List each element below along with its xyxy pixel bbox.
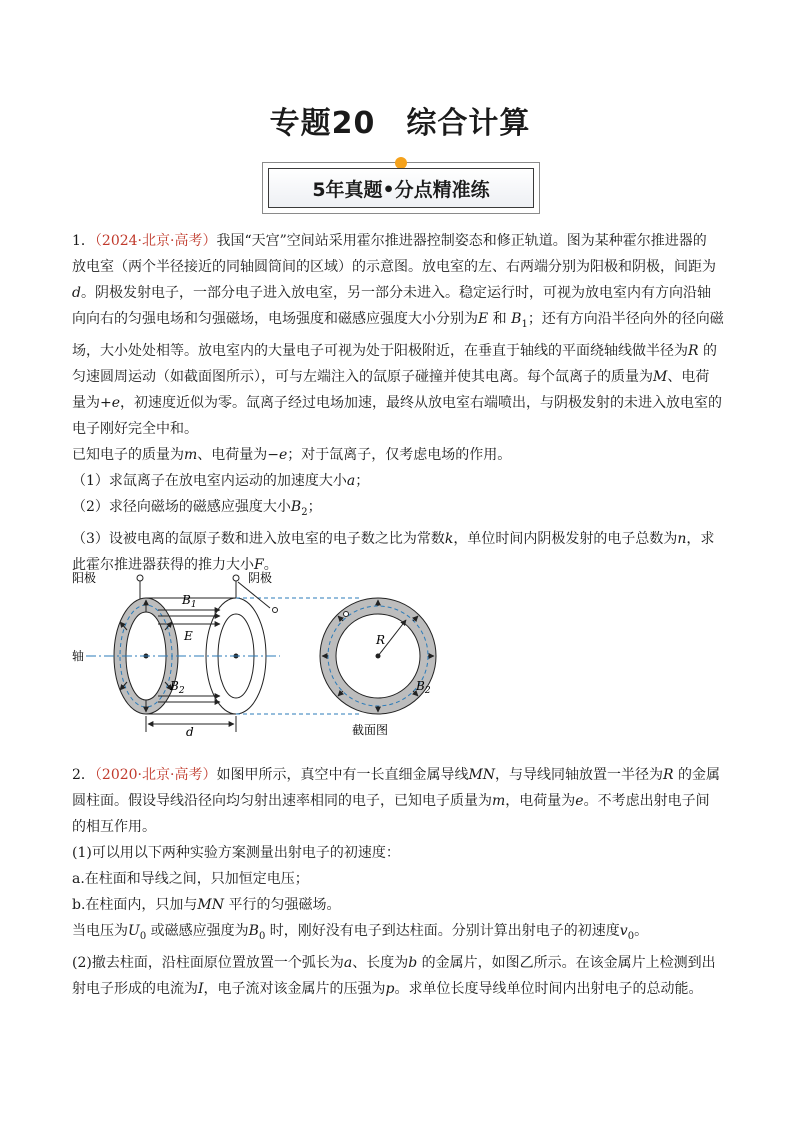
var-B1-sub: 1 bbox=[521, 318, 528, 330]
var-minus-e: −e bbox=[267, 446, 288, 463]
var-v0-sub: 0 bbox=[627, 930, 635, 942]
q1-text: ； bbox=[355, 472, 370, 489]
q1-line-1 bbox=[72, 228, 732, 254]
q1-text: ，求 bbox=[686, 530, 715, 547]
q1-sub-3 bbox=[72, 526, 732, 552]
q1-text: ；对于氙离子，仅考虑电场的作用。 bbox=[287, 446, 512, 463]
var-B2: B bbox=[290, 498, 302, 515]
question-number: 1． bbox=[72, 233, 95, 249]
var-B0-sub: 0 bbox=[258, 930, 266, 942]
q2-line-3 bbox=[72, 814, 732, 840]
q1-text: 、电荷 bbox=[667, 368, 710, 385]
q1-sub-1 bbox=[72, 468, 732, 494]
var-plus-e: +e bbox=[100, 394, 121, 411]
q2-text: 、长度为 bbox=[352, 954, 409, 971]
q1-line-5 bbox=[72, 338, 732, 364]
q2-text: ，电荷量为 bbox=[505, 793, 576, 809]
cathode-terminal-icon bbox=[233, 575, 239, 581]
q2-text: (1)可以用以下两种实验方案测量出射电子的初速度： bbox=[72, 845, 400, 861]
axis-label: 轴 bbox=[72, 649, 85, 663]
q1-text: 已知电子的质量为 bbox=[72, 446, 184, 463]
var-R: R bbox=[688, 342, 699, 359]
q2-text: 的相互作用。 bbox=[72, 819, 156, 835]
var-B0: B bbox=[248, 923, 259, 939]
e-label: E bbox=[184, 629, 193, 643]
var-n: n bbox=[677, 530, 687, 547]
hall-thruster-diagram bbox=[70, 568, 450, 740]
section-badge-label: 5年真题•分点精准练 bbox=[268, 168, 534, 208]
q1-text: 我国“天宫”空间站采用霍尔推进器控制姿态和修正轨道。图为某种霍尔推进器的 bbox=[216, 233, 707, 249]
b2-label: $B_2$ bbox=[170, 679, 185, 696]
q2-text: 平行的匀强磁场。 bbox=[224, 897, 341, 913]
q1-line-3 bbox=[72, 280, 732, 306]
question-2 bbox=[72, 762, 732, 1002]
var-U0: U bbox=[128, 923, 140, 939]
q2-condition bbox=[72, 918, 732, 950]
q1-text: 向向右的匀强电场和匀强磁场，电场强度和磁感应强度大小分别为 bbox=[72, 311, 478, 327]
q2-text: b.在柱面内，只加与 bbox=[72, 897, 198, 913]
var-U0-sub: 0 bbox=[139, 930, 147, 942]
q2-text: a.在柱面和导线之间，只加恒定电压； bbox=[72, 871, 309, 887]
electron-icon bbox=[273, 608, 278, 613]
q1-line-6 bbox=[72, 364, 732, 390]
q2-text: 射电子形成的电流为 bbox=[72, 980, 198, 997]
var-k: k bbox=[444, 530, 454, 547]
q1-text: 电子刚好完全中和。 bbox=[72, 420, 198, 437]
var-e: e bbox=[575, 793, 584, 809]
q2-part-2-cont bbox=[72, 976, 732, 1002]
q2-option-a bbox=[72, 866, 732, 892]
q1-text: 匀速圆周运动（如截面图所示），可与左端注入的氙原子碰撞并使其电离。每个氙离子的质量为 bbox=[72, 368, 653, 385]
var-d: d bbox=[72, 285, 81, 301]
q2-text: 或磁感应强度为 bbox=[146, 923, 249, 939]
var-m: m bbox=[184, 446, 198, 463]
q1-line-8 bbox=[72, 416, 732, 442]
d-label: d bbox=[186, 725, 194, 739]
var-b: b bbox=[408, 954, 418, 971]
section-badge bbox=[262, 162, 540, 214]
q2-line-1 bbox=[72, 762, 732, 788]
var-M: M bbox=[653, 368, 668, 385]
q1-text: 量为 bbox=[72, 394, 100, 411]
q1-text: 和 bbox=[488, 311, 512, 327]
q2-text: ，电子流对该金属片的压强为 bbox=[203, 980, 386, 997]
var-m: m bbox=[492, 793, 506, 809]
q2-text: 的金属 bbox=[673, 767, 721, 783]
var-B2-sub: 2 bbox=[301, 506, 308, 518]
var-p: p bbox=[385, 980, 395, 997]
q1-text: 的 bbox=[698, 342, 717, 359]
question-source: （2024·北京·高考） bbox=[94, 233, 217, 249]
anode-label: 阳极 bbox=[72, 571, 97, 585]
q1-text: ，初速度近似为零。氙离子经过电场加速，最终从放电室右端喷出，与阴极发射的未进入放电室的 bbox=[120, 394, 723, 411]
q2-text: 。求单位长度导线单位时间内出射电子的总动能。 bbox=[394, 980, 703, 997]
var-F: F bbox=[254, 556, 264, 573]
q2-text: 如图甲所示，真空中有一长直细金属导线 bbox=[216, 767, 469, 783]
q1-text: （1）求氙离子在放电室内运动的加速度大小 bbox=[72, 472, 347, 489]
var-E: E bbox=[478, 311, 489, 327]
q2-text: 的金属片，如图乙所示。在该金属片上检测到出 bbox=[417, 954, 716, 971]
q2-option-b bbox=[72, 892, 732, 918]
cross-section-caption: 截面图 bbox=[352, 723, 389, 737]
question-number: 2． bbox=[72, 767, 95, 783]
q2-line-2 bbox=[72, 788, 732, 814]
q2-text: 时，刚好没有电子到达柱面。分别计算出射电子的初速度 bbox=[265, 923, 620, 939]
q2-text: (2)撤去柱面，沿柱面原位置放置一个弧长为 bbox=[72, 954, 344, 971]
q1-text: （3）设被电离的氙原子数和进入放电室的电子数之比为常数 bbox=[72, 530, 445, 547]
var-B1: B bbox=[511, 311, 522, 327]
q1-text: ，单位时间内阴极发射的电子总数为 bbox=[453, 530, 678, 547]
var-v0: v bbox=[619, 923, 628, 939]
question-source: （2020·北京·高考） bbox=[94, 767, 217, 783]
anode-terminal-icon bbox=[137, 575, 143, 581]
q2-text: ，与导线同轴放置一半径为 bbox=[495, 767, 664, 783]
page-title: 专题20 综合计算 bbox=[269, 106, 531, 141]
q1-line-9 bbox=[72, 442, 732, 468]
q1-text: 放电室（两个半径接近的同轴圆筒间的区域）的示意图。放电室的左、右两端分别为阳极和阴极，间距为 bbox=[72, 259, 716, 275]
q1-text: （2）求径向磁场的磁感应强度大小 bbox=[72, 498, 291, 515]
q1-text: ； bbox=[307, 498, 322, 515]
q2-text: 当电压为 bbox=[72, 923, 128, 939]
question-1 bbox=[72, 228, 732, 578]
q1-text: ；还有方向沿半径向外的径向磁 bbox=[527, 311, 724, 327]
var-I: I bbox=[198, 980, 204, 997]
var-MN: MN bbox=[468, 767, 496, 783]
q2-text: 。 bbox=[634, 923, 649, 939]
q1-sub-2 bbox=[72, 494, 732, 526]
var-a: a bbox=[343, 954, 353, 971]
var-R: R bbox=[663, 767, 674, 783]
q2-text: 圆柱面。假设导线沿径向均匀射出速率相同的电子，已知电子质量为 bbox=[72, 793, 492, 809]
q2-part-1 bbox=[72, 840, 732, 866]
q1-text: 。 bbox=[263, 556, 278, 573]
var-a: a bbox=[346, 472, 356, 489]
q2-part-2 bbox=[72, 950, 732, 976]
q1-line-4 bbox=[72, 306, 732, 338]
b1-label: $B_1$ bbox=[182, 593, 197, 610]
q2-text: 。不考虑出射电子间 bbox=[583, 793, 710, 809]
var-MN: MN bbox=[197, 897, 225, 913]
q1-text: 场，大小处处相等。放电室内的大量电子可视为处于阳极附近，在垂直于轴线的平面绕轴线做半径为 bbox=[72, 342, 688, 359]
q1-line-2 bbox=[72, 254, 732, 280]
q1-text: 此霍尔推进器获得的推力大小 bbox=[72, 556, 254, 573]
q1-text: 、电荷量为 bbox=[197, 446, 268, 463]
q1-text: 。阴极发射电子，一部分电子进入放电室，另一部分未进入。稳定运行时，可视为放电室内有方向沿轴 bbox=[80, 285, 711, 301]
q1-line-7 bbox=[72, 390, 732, 416]
electron-icon bbox=[344, 612, 349, 617]
r-label: R bbox=[376, 633, 386, 647]
cathode-label: 阴极 bbox=[248, 571, 273, 585]
b2-cross-label: $B_2$ bbox=[416, 679, 431, 696]
